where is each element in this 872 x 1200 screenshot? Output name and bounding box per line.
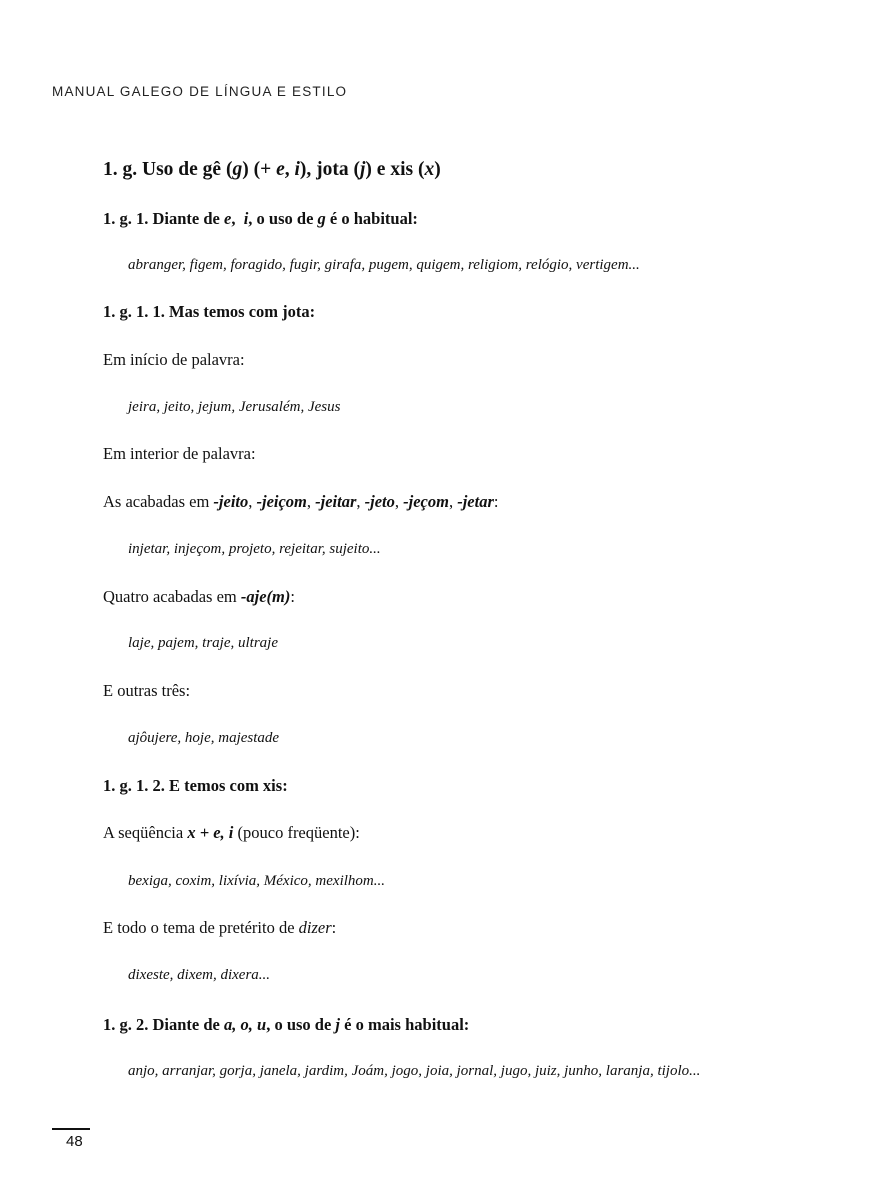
subsection-heading-1g11: 1. g. 1. 1. Mas temos com jota: — [103, 302, 316, 321]
label-dizer: E todo o tema de pretérito de dizer: — [103, 918, 337, 937]
examples-sequence: bexiga, coxim, lixívia, México, mexilhom... — [128, 873, 385, 889]
label-initial: Em início de palavra: — [103, 350, 245, 369]
label-aje: Quatro acabadas em -aje(m): — [103, 587, 295, 606]
subsection-heading-1g2: 1. g. 2. Diante de a, o, u, o uso de j é o mais habitual: — [103, 1015, 470, 1034]
examples-aje: laje, pajem, traje, ultraje — [128, 635, 278, 651]
page-number: 48 — [66, 1133, 83, 1150]
footer-rule — [52, 1128, 90, 1130]
subsection-heading-1g12: 1. g. 1. 2. E temos com xis: — [103, 776, 288, 795]
examples-j-habitual: anjo, arranjar, gorja, janela, jardim, Joám, jogo, joia, jornal, jugo, juiz, junho, laranja, tijolo... — [128, 1063, 701, 1079]
label-sequence: A seqüência x + e, i (pouco freqüente): — [103, 823, 360, 842]
examples-dizer: dixeste, dixem, dixera... — [128, 967, 271, 983]
running-head: MANUAL GALEGO DE LÍNGUA E ESTILO — [52, 84, 348, 99]
label-interior: Em interior de palavra: — [103, 444, 256, 463]
section-title: 1. g. Uso de gê (g) (+ e, i), jota (j) e xis (x) — [103, 159, 441, 180]
label-endings: As acabadas em -jeito, -jeiçom, -jeitar, -jeto, -jeçom, -jetar: — [103, 492, 499, 511]
subsection-heading-1g1: 1. g. 1. Diante de e, i, o uso de g é o habitual: — [103, 209, 418, 228]
examples-others: ajôujere, hoje, majestade — [128, 730, 280, 746]
examples-endings: injetar, injeçom, projeto, rejeitar, sujeito... — [128, 541, 381, 557]
examples-initial: jeira, jeito, jejum, Jerusalém, Jesus — [128, 399, 341, 415]
label-others: E outras três: — [103, 681, 191, 700]
examples-g-habitual: abranger, figem, foragido, fugir, girafa, pugem, quigem, religiom, relógio, vertigem... — [128, 257, 640, 273]
